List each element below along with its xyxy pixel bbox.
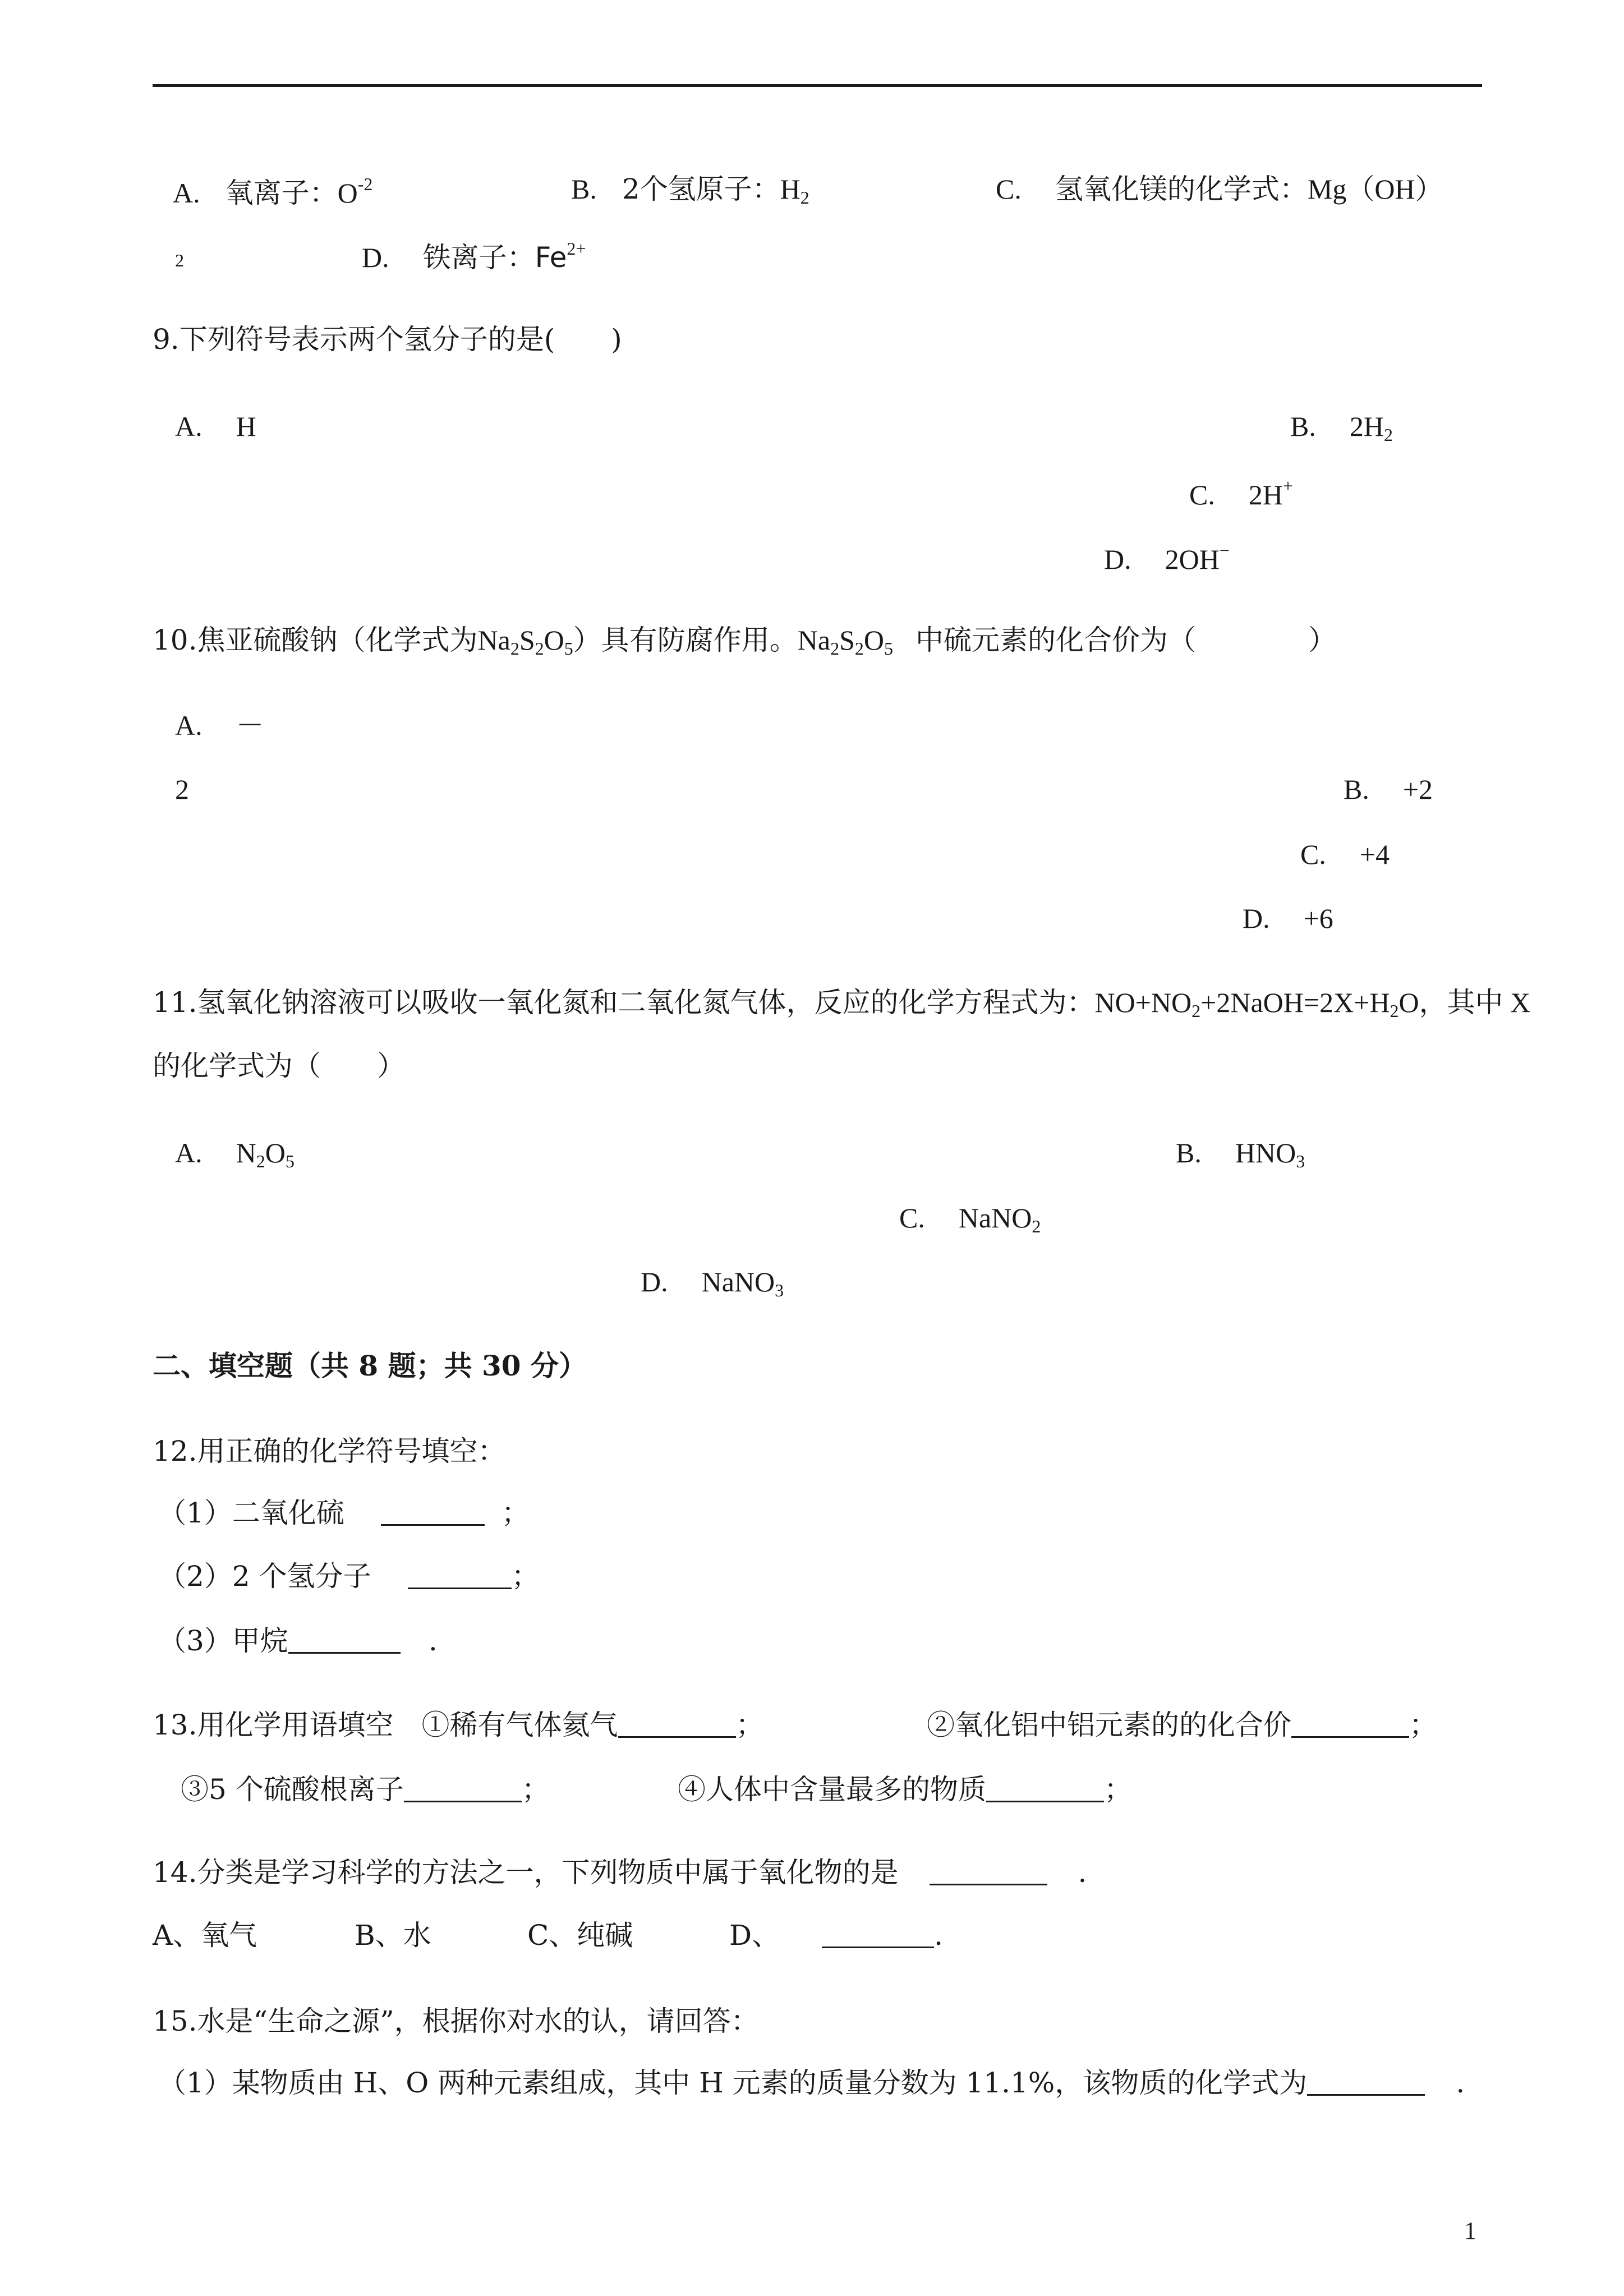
q11-option-d: [641, 1268, 784, 1299]
formula: O: [337, 177, 358, 209]
option-letter: B.: [1290, 411, 1316, 442]
formula: H: [780, 173, 801, 205]
q10-option-d: [1243, 904, 1333, 932]
option-value: +2: [1402, 774, 1433, 805]
q13-line1-right: [927, 1711, 1437, 1739]
q14-stem: [153, 1858, 1087, 1887]
item-punct: ；: [501, 1497, 530, 1529]
q14-option-d: [729, 1919, 943, 1952]
q8-option-c: [996, 175, 1443, 203]
subscript: 2: [1191, 1001, 1201, 1021]
equation: [1094, 987, 1531, 1021]
formula: N: [236, 1137, 256, 1168]
formula: Mg（OH）: [1307, 173, 1443, 205]
item-punct: ；: [1409, 1709, 1437, 1741]
stem-text: 10.焦亚硫酸钠（化学式为: [153, 624, 478, 656]
item-punct: ；: [511, 1560, 540, 1593]
option-letter: B.: [1176, 1137, 1202, 1168]
q8-option-c-subscript-wrapped: 2: [175, 250, 184, 270]
superscript: −: [1219, 540, 1230, 560]
item-text: （1）二氧化硫: [158, 1497, 344, 1529]
option-text: D、: [729, 1919, 780, 1952]
q11-option-a: [175, 1139, 295, 1170]
stem-text: 13.用化学用语填空 ①稀有气体氦气: [153, 1709, 618, 1741]
option-letter: A.: [175, 710, 203, 741]
superscript: -2: [357, 174, 373, 194]
q11-stem-line2: 的化学式为（ ）: [153, 1050, 405, 1082]
subscript: 2: [830, 638, 840, 659]
formula-na2s2o5: [477, 624, 573, 659]
subscript: 2: [1390, 1001, 1399, 1021]
option-letter: D.: [362, 242, 389, 273]
formula: Na: [797, 624, 831, 656]
answer-blank[interactable]: [404, 1777, 522, 1802]
superscript: +: [1282, 476, 1294, 496]
answer-blank[interactable]: [930, 1860, 1047, 1885]
item-text: （1）某物质由 H、O 两种元素组成，其中 H 元素的质量分数为 11.1%，该物质的化学式为: [158, 2067, 1308, 2099]
answer-blank[interactable]: [822, 1923, 934, 1948]
subscript: 3: [775, 1280, 784, 1300]
item-punct: ；: [1104, 1773, 1132, 1806]
equation-part: NO+NO: [1094, 987, 1192, 1018]
subscript: 2: [1032, 1216, 1041, 1236]
answer-blank[interactable]: [986, 1777, 1104, 1802]
option-letter: D.: [1104, 544, 1131, 575]
option-letter: C.: [1189, 479, 1215, 510]
option-text: 氧离子：: [225, 177, 338, 209]
q12-item-2: [158, 1560, 540, 1593]
option-text: 氢氧化镁的化学式：: [1055, 173, 1308, 205]
stem-text: ）具有防腐作用。: [573, 624, 798, 656]
q15-stem: 15.水是“生命之源”，根据你对水的认，请回答：: [153, 2005, 759, 2037]
item-text: ④人体中含量最多的物质: [678, 1773, 986, 1806]
equation-part: O，其中 X: [1398, 987, 1531, 1018]
subscript: 2: [256, 1151, 265, 1171]
item-punct: .: [428, 1625, 438, 1657]
q9-option-c: [1189, 477, 1293, 509]
subscript: 2: [535, 638, 544, 659]
subscript: 2: [854, 638, 864, 659]
option-value: －: [236, 710, 264, 741]
subscript: 5: [285, 1151, 295, 1171]
answer-blank[interactable]: [408, 1564, 512, 1589]
option-text: 铁离子：: [422, 241, 535, 274]
option-letter: C.: [899, 1202, 925, 1234]
formula: S: [519, 624, 535, 656]
formula: Na: [477, 624, 510, 656]
option-letter: B.: [1344, 774, 1369, 805]
subscript: 2: [800, 187, 809, 208]
item-punct: ；: [735, 1709, 764, 1741]
formula: NaNO: [701, 1266, 775, 1297]
item-punct: .: [934, 1919, 943, 1952]
option-letter: A.: [173, 177, 200, 209]
q11-option-c: [899, 1204, 1041, 1235]
item-punct: .: [1078, 1856, 1087, 1889]
q12-item-1: [158, 1499, 530, 1527]
q14-option-c: C、纯碱: [527, 1919, 633, 1952]
formula: HNO: [1235, 1137, 1296, 1168]
q13-line2-right: [678, 1773, 1132, 1806]
q12-stem: 12.用正确的化学符号填空：: [153, 1435, 506, 1467]
q9-option-a: [175, 412, 256, 440]
q11-option-b: [1176, 1139, 1305, 1170]
q15-item-1: [158, 2069, 1465, 2097]
q13-line2-left: [181, 1773, 550, 1806]
q8-option-a: [173, 175, 372, 207]
item-text: ③5 个硫酸根离子: [181, 1773, 404, 1806]
option-letter: A.: [175, 1137, 203, 1168]
item-text: （2）2 个氢分子: [158, 1560, 371, 1593]
q9-option-d: [1104, 541, 1230, 573]
answer-blank[interactable]: [381, 1501, 485, 1526]
formula: O: [265, 1137, 286, 1168]
q14-option-b: B、水: [355, 1919, 431, 1952]
stem-text: 中硫元素的化合价为（ ）: [915, 624, 1336, 656]
formula: O: [544, 624, 564, 656]
answer-blank[interactable]: [618, 1713, 736, 1738]
subscript: 5: [564, 638, 573, 659]
page-number: 1: [1464, 2217, 1476, 2244]
q9-stem: 9.下列符号表示两个氢分子的是( ): [153, 323, 622, 356]
formula: O: [863, 624, 884, 656]
header-rule: [153, 84, 1482, 87]
formula: 2OH: [1165, 544, 1220, 575]
q12-item-3: [158, 1627, 438, 1655]
section-heading: 二、填空题（共 8 题；共 30 分）: [153, 1349, 587, 1382]
q10-option-c: [1300, 840, 1390, 868]
option-value: +6: [1303, 903, 1333, 934]
equation-part: +2NaOH=2X+H: [1200, 987, 1390, 1018]
option-text: 2个氢原子：: [622, 173, 780, 205]
option-letter: D.: [1243, 903, 1270, 934]
subscript: 2: [510, 638, 519, 659]
formula: NaNO: [958, 1202, 1032, 1234]
option-value: +4: [1359, 839, 1390, 870]
subscript: 2: [1383, 425, 1393, 445]
option-letter: C.: [1300, 839, 1326, 870]
q8-option-b: [571, 175, 809, 206]
item-punct: ；: [521, 1773, 550, 1806]
option-letter: C.: [996, 173, 1022, 205]
q14-option-a: A、氧气: [153, 1919, 257, 1952]
formula: 2H: [1248, 479, 1283, 510]
subscript: 3: [1296, 1151, 1305, 1171]
q10-option-a: [175, 711, 264, 739]
formula: H: [236, 411, 256, 442]
q8-option-d: [362, 240, 586, 272]
answer-blank[interactable]: [1291, 1713, 1409, 1738]
formula: Fe: [535, 241, 567, 274]
item-text: （3）甲烷: [158, 1625, 288, 1657]
option-letter: B.: [571, 173, 597, 205]
q10-stem: [153, 626, 1336, 657]
q10-option-b: [1344, 775, 1433, 803]
option-letter: A.: [175, 411, 203, 442]
superscript: 2+: [567, 238, 586, 259]
formula: S: [839, 624, 855, 656]
formula-na2s2o5: [797, 624, 893, 659]
answer-blank[interactable]: [288, 1628, 401, 1654]
subscript: 5: [884, 638, 893, 659]
stem-text: 11.氢氧化钠溶液可以吸收一氧化氮和二氧化氮气体，反应的化学方程式为：: [153, 986, 1095, 1019]
item-text: ②氧化铝中铝元素的的化合价: [927, 1709, 1291, 1741]
item-punct: .: [1456, 2067, 1465, 2099]
answer-blank[interactable]: [1307, 2070, 1425, 2096]
formula: 2H: [1349, 411, 1384, 442]
q11-stem-line1: [153, 988, 1530, 1020]
q9-option-b: [1290, 412, 1393, 444]
option-letter: D.: [641, 1266, 668, 1297]
stem-text: 14.分类是学习科学的方法之一，下列物质中属于氧化物的是: [153, 1856, 899, 1889]
q13-line1-left: [153, 1711, 764, 1739]
q10-option-a-wrapped: 2: [175, 774, 189, 805]
